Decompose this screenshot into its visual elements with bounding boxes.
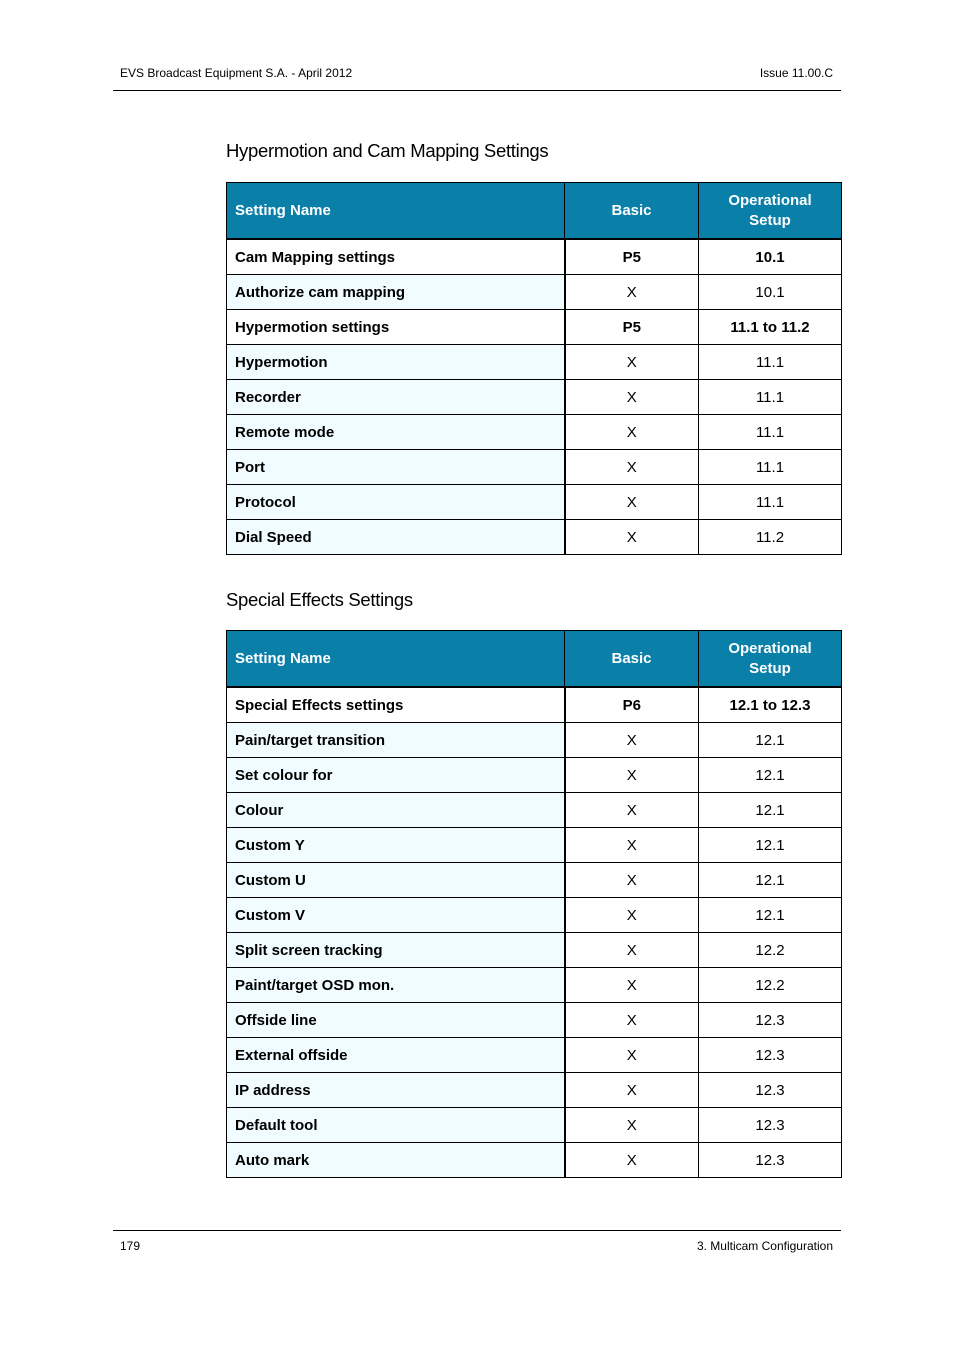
operational-setup-cell: 11.1 <box>699 345 842 380</box>
basic-cell: X <box>565 1108 699 1143</box>
table-row <box>227 828 842 863</box>
operational-setup-cell: 12.3 <box>699 1073 842 1108</box>
setting-name-cell: Hypermotion <box>227 345 565 380</box>
basic-cell: X <box>565 793 699 828</box>
operational-setup-cell: 11.1 <box>699 380 842 415</box>
table-row <box>227 345 842 380</box>
column-header-setting-name: Setting Name <box>227 183 565 240</box>
basic-cell: X <box>565 758 699 793</box>
basic-cell: X <box>565 898 699 933</box>
header-publisher: EVS Broadcast Equipment S.A. - April 2012 <box>120 66 353 80</box>
operational-setup-cell: 12.3 <box>699 1143 842 1178</box>
page-number: 179 <box>120 1239 141 1253</box>
operational-setup-cell: 11.1 to 11.2 <box>699 310 842 345</box>
table-row <box>227 758 842 793</box>
table-row <box>227 1038 842 1073</box>
table-row <box>227 520 842 555</box>
operational-setup-cell: 11.1 <box>699 450 842 485</box>
operational-setup-cell: 11.1 <box>699 485 842 520</box>
basic-cell: X <box>565 863 699 898</box>
setting-name-cell: Paint/target OSD mon. <box>227 968 565 1003</box>
setting-name-cell: Custom Y <box>227 828 565 863</box>
special-effects-settings-table <box>226 630 842 1178</box>
setting-name-cell: Colour <box>227 793 565 828</box>
setting-name-cell: Authorize cam mapping <box>227 275 565 310</box>
table-row <box>227 898 842 933</box>
setting-name-cell: Custom V <box>227 898 565 933</box>
basic-cell: P6 <box>565 687 699 723</box>
page-header <box>113 62 841 91</box>
page-footer <box>113 1230 841 1253</box>
table-row <box>227 687 842 723</box>
operational-setup-cell: 12.1 <box>699 863 842 898</box>
table-row <box>227 723 842 758</box>
basic-cell: X <box>565 723 699 758</box>
setting-name-cell: Set colour for <box>227 758 565 793</box>
column-header-basic: Basic <box>565 183 699 240</box>
setting-name-cell: Hypermotion settings <box>227 310 565 345</box>
table-header-row <box>227 183 842 240</box>
setting-name-cell: Pain/target transition <box>227 723 565 758</box>
table-row <box>227 380 842 415</box>
operational-setup-cell: 12.3 <box>699 1038 842 1073</box>
table-row <box>227 239 842 275</box>
table-row <box>227 1108 842 1143</box>
basic-cell: X <box>565 380 699 415</box>
basic-cell: X <box>565 275 699 310</box>
section-title-special-effects: Special Effects Settings <box>226 589 413 610</box>
column-header-basic: Basic <box>565 631 699 688</box>
table-row <box>227 793 842 828</box>
setting-name-cell: Dial Speed <box>227 520 565 555</box>
operational-setup-cell: 12.1 <box>699 723 842 758</box>
column-header-operational-setup: Operational Setup <box>699 631 842 688</box>
setting-name-cell: IP address <box>227 1073 565 1108</box>
setting-name-cell: Default tool <box>227 1108 565 1143</box>
operational-setup-cell: 12.3 <box>699 1108 842 1143</box>
operational-setup-cell: 10.1 <box>699 239 842 275</box>
setting-name-cell: Cam Mapping settings <box>227 239 565 275</box>
operational-setup-cell: 12.1 <box>699 758 842 793</box>
operational-setup-cell: 11.2 <box>699 520 842 555</box>
basic-cell: P5 <box>565 310 699 345</box>
setting-name-cell: Offside line <box>227 1003 565 1038</box>
column-header-setting-name: Setting Name <box>227 631 565 688</box>
column-header-operational-setup: Operational Setup <box>699 183 842 240</box>
basic-cell: X <box>565 415 699 450</box>
basic-cell: X <box>565 520 699 555</box>
table-row <box>227 968 842 1003</box>
basic-cell: X <box>565 1143 699 1178</box>
table-row <box>227 863 842 898</box>
footer-chapter: 3. Multicam Configuration <box>696 1239 833 1253</box>
table-row <box>227 1003 842 1038</box>
operational-setup-cell: 12.2 <box>699 933 842 968</box>
operational-setup-cell: 12.1 <box>699 793 842 828</box>
basic-cell: X <box>565 1038 699 1073</box>
table-row <box>227 1143 842 1178</box>
basic-cell: X <box>565 345 699 380</box>
setting-name-cell: Remote mode <box>227 415 565 450</box>
basic-cell: X <box>565 828 699 863</box>
operational-setup-cell: 12.1 <box>699 828 842 863</box>
basic-cell: X <box>565 1073 699 1108</box>
setting-name-cell: External offside <box>227 1038 565 1073</box>
basic-cell: X <box>565 933 699 968</box>
table-row <box>227 1073 842 1108</box>
operational-setup-cell: 12.3 <box>699 1003 842 1038</box>
setting-name-cell: Auto mark <box>227 1143 565 1178</box>
setting-name-cell: Special Effects settings <box>227 687 565 723</box>
operational-setup-cell: 11.1 <box>699 415 842 450</box>
hypermotion-settings-table <box>226 182 842 555</box>
table-row <box>227 310 842 345</box>
table-header-row <box>227 631 842 688</box>
basic-cell: P5 <box>565 239 699 275</box>
operational-setup-cell: 12.2 <box>699 968 842 1003</box>
basic-cell: X <box>565 485 699 520</box>
section-title-hypermotion: Hypermotion and Cam Mapping Settings <box>226 140 549 161</box>
setting-name-cell: Custom U <box>227 863 565 898</box>
basic-cell: X <box>565 450 699 485</box>
table-row <box>227 933 842 968</box>
basic-cell: X <box>565 1003 699 1038</box>
table-row <box>227 275 842 310</box>
operational-setup-cell: 12.1 to 12.3 <box>699 687 842 723</box>
table-row <box>227 485 842 520</box>
setting-name-cell: Port <box>227 450 565 485</box>
table-row <box>227 450 842 485</box>
operational-setup-cell: 12.1 <box>699 898 842 933</box>
setting-name-cell: Recorder <box>227 380 565 415</box>
table-row <box>227 415 842 450</box>
basic-cell: X <box>565 968 699 1003</box>
header-issue: Issue 11.00.C <box>759 66 833 80</box>
setting-name-cell: Split screen tracking <box>227 933 565 968</box>
setting-name-cell: Protocol <box>227 485 565 520</box>
operational-setup-cell: 10.1 <box>699 275 842 310</box>
